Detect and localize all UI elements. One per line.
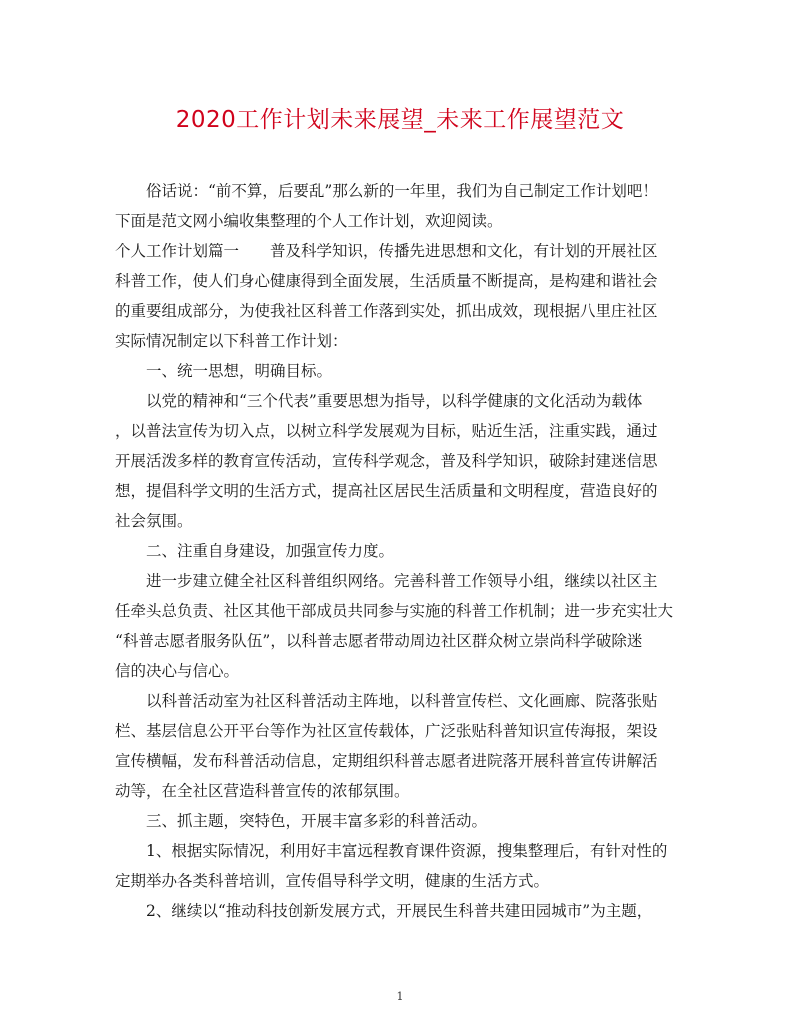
body-line: 科普工作，使人们身心健康得到全面发展，生活质量不断提高，是构建和谐社会 <box>115 272 658 290</box>
body-line: 栏、基层信息公开平台等作为社区宣传载体，广泛张贴科普知识宣传海报，架设 <box>115 722 658 740</box>
body-line: 二、注重自身建设，加强宣传力度。 <box>115 542 395 560</box>
body-line: 开展活泼多样的教育宣传活动，宣传科学观念，普及科学知识，破除封建迷信思 <box>115 452 658 470</box>
body-line: 社会氛围。 <box>115 512 193 530</box>
body-line: 进一步建立健全社区科普组织网络。完善科普工作领导小组，继续以社区主 <box>115 572 658 590</box>
body-line: 2、继续以“推动科技创新发展方式，开展民生科普共建田园城市”为主题， <box>115 902 653 920</box>
body-line: 下面是范文网小编收集整理的个人工作计划，欢迎阅读。 <box>115 212 503 230</box>
body-line: 任牵头总负责、社区其他干部成员共同参与实施的科普工作机制；进一步充实壮大 <box>115 602 674 620</box>
body-line: ，以普法宣传为切入点，以树立科学发展观为目标，贴近生活，注重实践，通过 <box>115 422 658 440</box>
body-line: 俗话说：“前不算，后要乱”那么新的一年里，我们为自己制定工作计划吧！ <box>115 182 658 200</box>
body-line: 以科普活动室为社区科普活动主阵地，以科普宣传栏、文化画廊、院落张贴 <box>115 692 658 710</box>
body-line: 一、统一思想，明确目标。 <box>115 362 333 380</box>
body-line: 想，提倡科学文明的生活方式，提高社区居民生活质量和文明程度，营造良好的 <box>115 482 658 500</box>
body-line: 以党的精神和“三个代表”重要思想为指导，以科学健康的文化活动为载体 <box>115 392 643 410</box>
body-line: 的重要组成部分，为使我社区科普工作落到实处，抓出成效，现根据八里庄社区 <box>115 302 658 320</box>
body-line: 1、根据实际情况，利用好丰富远程教育课件资源，搜集整理后，有针对性的 <box>115 842 668 860</box>
body-line: 个人工作计划篇一 普及科学知识，传播先进思想和文化，有计划的开展社区 <box>115 242 658 260</box>
body-line: 三、抓主题，突特色，开展丰富多彩的科普活动。 <box>115 812 488 830</box>
document-body <box>115 176 675 926</box>
body-line: 实际情况制定以下科普工作计划： <box>115 332 348 350</box>
body-line: 宣传横幅，发布科普活动信息，定期组织科普志愿者进院落开展科普宣传讲解活 <box>115 752 658 770</box>
document-title: 2020工作计划未来展望_未来工作展望范文 <box>175 107 625 133</box>
body-line: 定期举办各类科普培训，宣传倡导科学文明，健康的生活方式。 <box>115 872 550 890</box>
body-line: 信的决心与信心。 <box>115 662 240 680</box>
body-line: “科普志愿者服务队伍”，以科普志愿者带动周边社区群众树立崇尚科学破除迷 <box>115 632 643 650</box>
page-number: 1 <box>396 990 404 1003</box>
body-line: 动等，在全社区营造科普宣传的浓郁氛围。 <box>115 782 410 800</box>
